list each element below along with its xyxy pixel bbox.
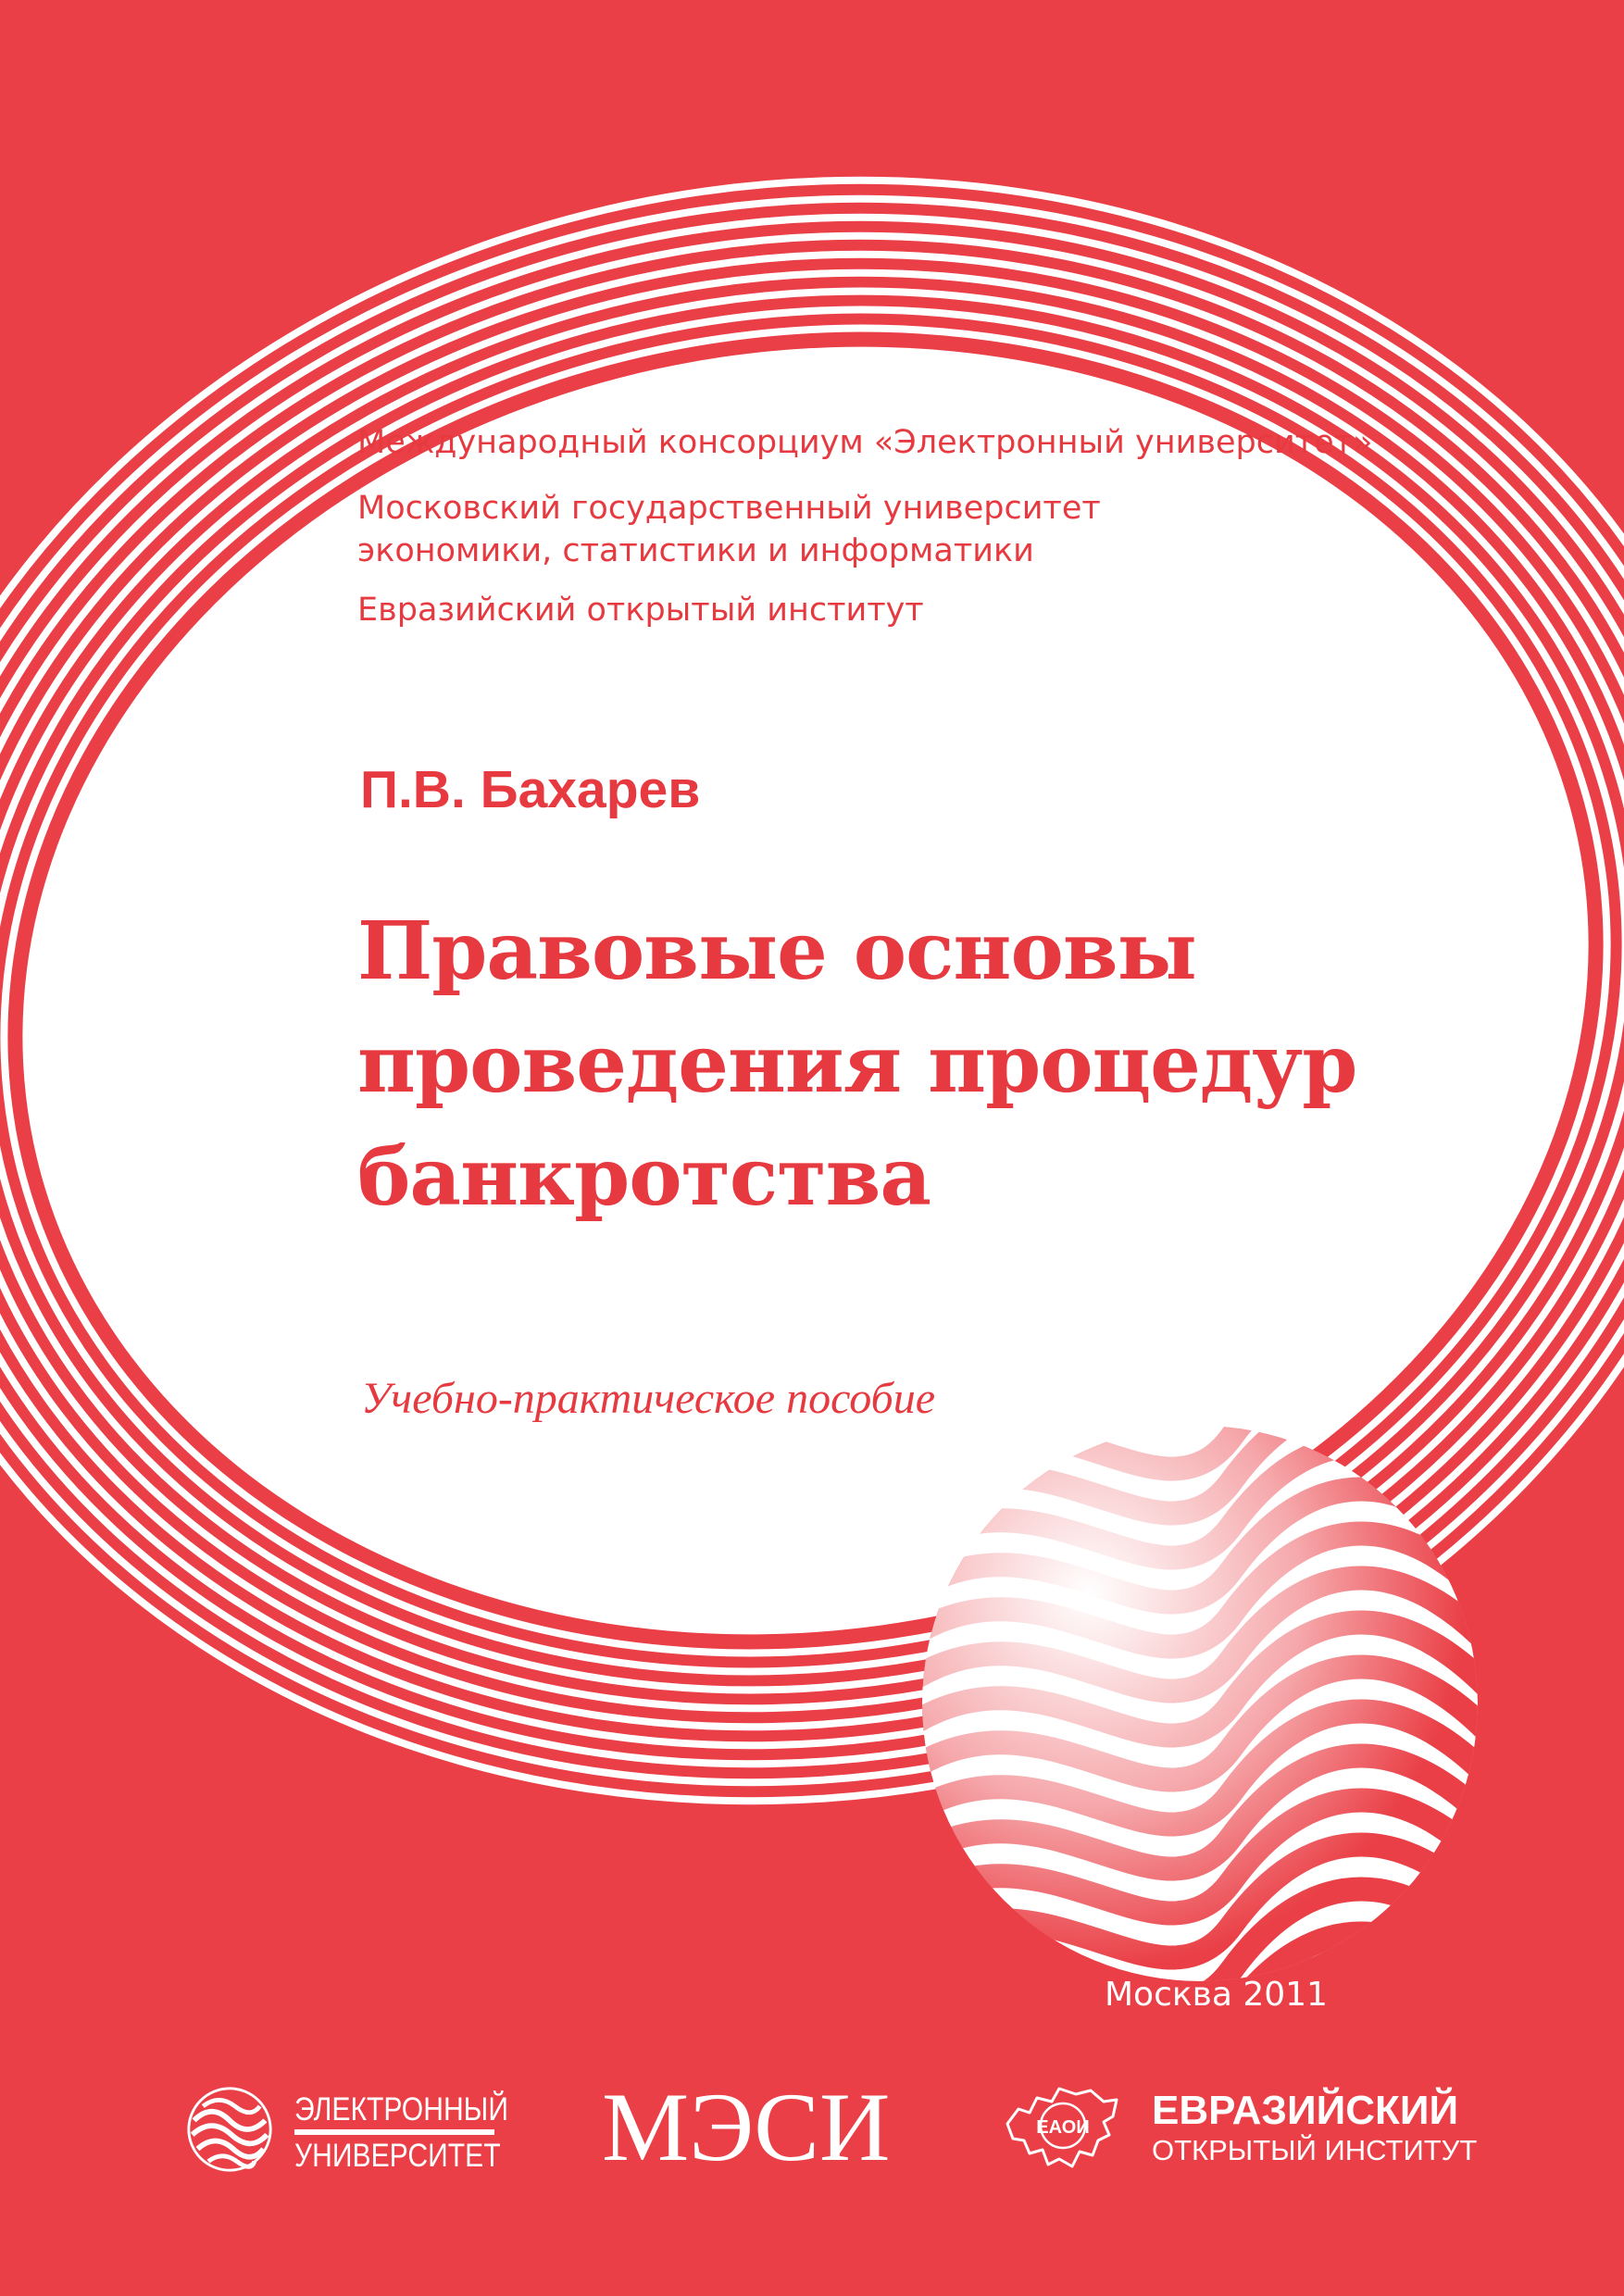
institute-name: Евразийский открытый институт [357, 592, 924, 629]
university-name-line1: Московский государственный университет [357, 490, 1101, 527]
city-year: Москва 2011 [1105, 1976, 1328, 2014]
title-line-3: банкротства [357, 1130, 931, 1224]
logo-eu-line2: УНИВЕРСИТЕТ [294, 2138, 501, 2174]
logo-eu-divider [294, 2129, 494, 2135]
logo-eu-line1: ЭЛЕКТРОННЫЙ [294, 2091, 508, 2128]
consortium-name: Международный консорциум «Электронный университет» [357, 424, 1373, 461]
electronic-university-logo [185, 2081, 509, 2174]
logo-eoi-line1: ЕВРАЗИЙСКИЙ [1152, 2088, 1459, 2133]
university-name-line2: экономики, статистики и информатики [357, 532, 1034, 569]
author-name: П.В. Бахарев [360, 760, 701, 819]
eoi-mark-text: ЕАОИ [1036, 2117, 1090, 2138]
book-subtitle: Учебно-практическое пособие [361, 1374, 936, 1423]
eurasia-map-icon [1002, 2081, 1122, 2174]
logo-eoi-line2: ОТКРЫТЫЙ ИНСТИТУТ [1152, 2134, 1478, 2166]
book-title [357, 895, 1356, 1234]
title-line-1: Правовые основы [357, 905, 1196, 998]
mesi-logo: МЭСИ [602, 2073, 891, 2181]
title-line-2: проведения процедур [357, 1017, 1357, 1111]
swirl-sphere-icon [185, 2085, 274, 2174]
eurasian-institute-logo [1002, 2081, 1483, 2183]
